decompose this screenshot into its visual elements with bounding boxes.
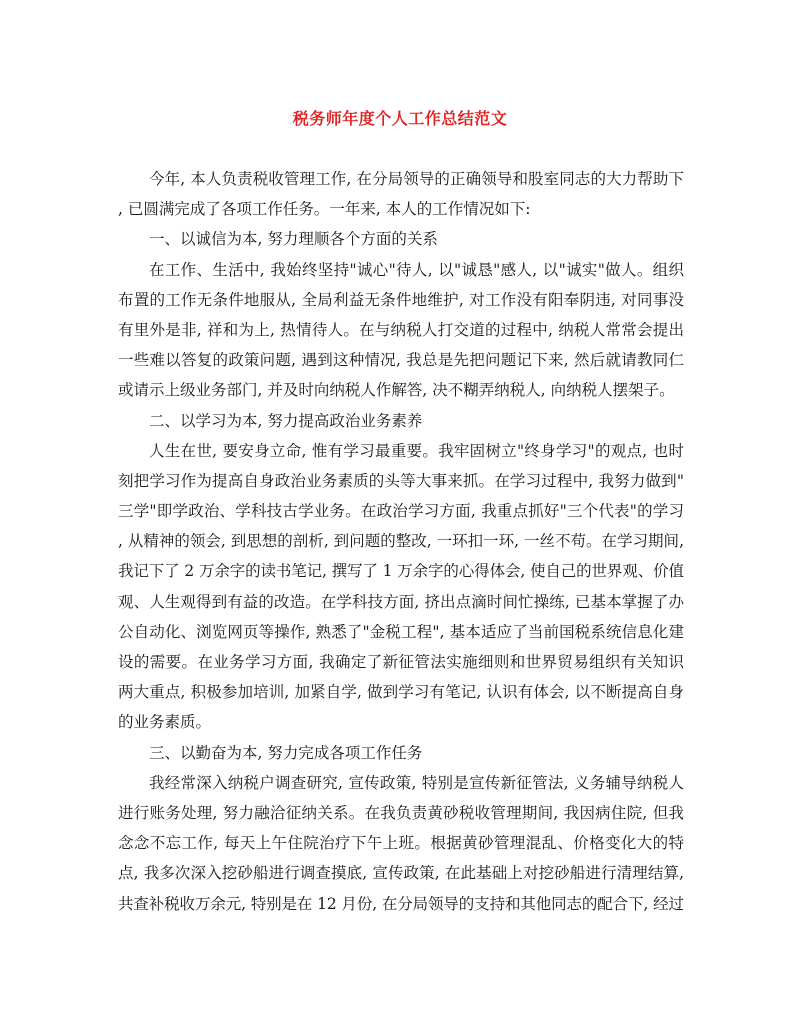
text-line: 设的需要。在业务学习方面, 我确定了新征管法实施细则和世界贸易组织有关知识 — [118, 653, 684, 671]
text-line: 我经常深入纳税户调查研究, 宣传政策, 特别是宣传新征管法, 义务辅导纳税人 — [149, 773, 684, 792]
text-line: 有里外是非, 祥和为上, 热情待人。在与纳税人打交道的过程中, 纳税人常常会提出 — [118, 320, 684, 339]
text-line: , 已圆满完成了各项工作任务。一年来, 本人的工作情况如下: — [118, 200, 531, 219]
text-line: 刻把学习作为提高自身政治业务素质的头等大事来抓。在学习过程中, 我努力做到" — [118, 471, 684, 490]
text-line: 布置的工作无条件地服从, 全局利益无条件地维护, 对工作没有阳奉阴违, 对同事没 — [118, 290, 684, 309]
text-line: 或请示上级业务部门, 并及时向纳税人作解答, 决不糊弄纳税人, 向纳税人摆架子。 — [118, 381, 675, 400]
text-line: 一、以诚信为本, 努力理顺各个方面的关系 — [149, 230, 438, 249]
text-line: 三、以勤奋为本, 努力完成各项工作任务 — [149, 743, 423, 762]
text-line: 观、人生观得到有益的改造。在学科技方面, 挤出点滴时间忙操练, 已基本掌握了办 — [118, 592, 684, 611]
text-line: 两大重点, 积极参加培训, 加紧自学, 做到学习有笔记, 认识有体会, 以不断提高自身 — [118, 683, 684, 702]
text-line: 的业务素质。 — [118, 713, 212, 732]
text-line: 公自动化、浏览网页等操作, 熟悉了"金税工程", 基本适应了当前国税系统信息化建 — [118, 622, 684, 641]
text-line: 人生在世, 要安身立命, 惟有学习最重要。我牢固树立"终身学习"的观点, 也时 — [149, 441, 684, 460]
document-title: 税务师年度个人工作总结范文 — [292, 109, 508, 128]
document-body — [118, 164, 684, 919]
text-line: 三学"即学政治、学科技古学业务。在政治学习方面, 我重点抓好"三个代表"的学习 — [118, 502, 684, 521]
text-line: 进行账务处理, 努力融洽征纳关系。在我负责黄砂税收管理期间, 我因病住院, 但我 — [118, 803, 684, 822]
text-line: 我记下了 2 万余字的读书笔记, 撰写了 1 万余字的心得体会, 使自己的世界观、价值 — [118, 562, 684, 581]
text-line: 在工作、生活中, 我始终坚持"诚心"待人, 以"诚恳"感人, 以"诚实"做人。组织 — [149, 260, 684, 279]
text-line: 一些难以答复的政策问题, 遇到这种情况, 我总是先把问题记下来, 然后就请教同仁 — [118, 351, 684, 370]
text-line: 共查补税收万余元, 特别是在 12 月份, 在分局领导的支持和其他同志的配合下, 经过 — [118, 894, 684, 913]
text-line: , 从精神的领会, 到思想的剖析, 到问题的整改, 一环扣一环, 一丝不苟。在学习期间, — [118, 532, 684, 551]
text-line: 念念不忘工作, 每天上午住院治疗下午上班。根据黄砂管理混乱、价格变化大的特 — [118, 834, 684, 853]
text-line: 二、以学习为本, 努力提高政治业务素养 — [149, 411, 423, 430]
text-line: 点, 我多次深入挖砂船进行调查摸底, 宣传政策, 在此基础上对挖砂船进行清理结算, — [118, 864, 684, 883]
text-line: 今年, 本人负责税收管理工作, 在分局领导的正确领导和股室同志的大力帮助下 — [149, 170, 684, 188]
